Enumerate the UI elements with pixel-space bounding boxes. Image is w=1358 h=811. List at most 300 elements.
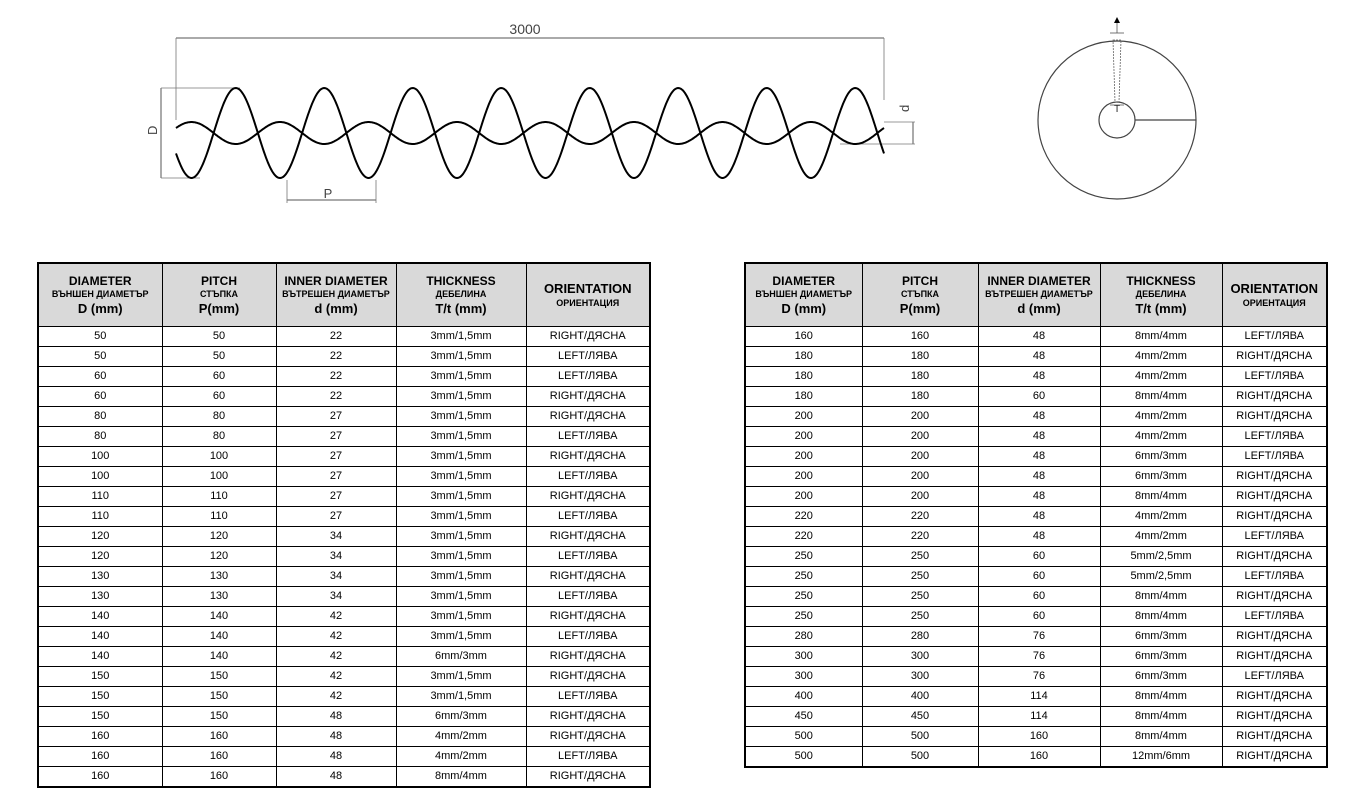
inner-diameter-cell: 34 [276, 527, 396, 547]
inner-diameter-cell: 48 [978, 367, 1100, 387]
end-view-arrow-head [1114, 17, 1120, 23]
pitch-cell: 160 [162, 727, 276, 747]
pitch-cell: 100 [162, 467, 276, 487]
orientation-cell: LEFT/ЛЯВА [526, 427, 650, 447]
pitch-cell: 100 [162, 447, 276, 467]
header-pitch-en: PITCH [201, 273, 237, 288]
orientation-cell: LEFT/ЛЯВА [1222, 447, 1327, 467]
diameter-cell: 100 [38, 447, 162, 467]
orientation-cell: RIGHT/ДЯСНА [526, 707, 650, 727]
diameter-cell: 300 [745, 647, 862, 667]
orientation-cell: RIGHT/ДЯСНА [526, 387, 650, 407]
table-row [745, 387, 1327, 407]
pitch-cell: 110 [162, 487, 276, 507]
thickness-cell: 4mm/2mm [1100, 347, 1222, 367]
pitch-cell: 130 [162, 587, 276, 607]
table-row [38, 747, 650, 767]
thickness-cell: 4mm/2mm [1100, 407, 1222, 427]
inner-diameter-cell: 42 [276, 667, 396, 687]
pitch-cell: 500 [862, 727, 978, 747]
helix-outer-curve [176, 88, 884, 178]
pitch-cell: 80 [162, 407, 276, 427]
inner-diameter-cell: 60 [978, 567, 1100, 587]
pitch-cell: 150 [162, 687, 276, 707]
thickness-cell: 3mm/1,5mm [396, 467, 526, 487]
table-row [38, 627, 650, 647]
inner-diameter-cell: 22 [276, 327, 396, 347]
diameter-cell: 250 [745, 547, 862, 567]
pitch-cell: 160 [862, 327, 978, 347]
table-row [745, 647, 1327, 667]
pitch-cell: 250 [862, 607, 978, 627]
diameter-cell: 200 [745, 447, 862, 467]
diameter-cell: 450 [745, 707, 862, 727]
thickness-cell: 4mm/2mm [1100, 507, 1222, 527]
diameter-cell: 250 [745, 587, 862, 607]
pitch-cell: 140 [162, 607, 276, 627]
diameter-cell: 200 [745, 427, 862, 447]
orientation-cell: RIGHT/ДЯСНА [526, 727, 650, 747]
inner-diameter-cell: 76 [978, 667, 1100, 687]
diameter-cell: 160 [745, 327, 862, 347]
table-row [38, 607, 650, 627]
table-left-body [38, 327, 650, 788]
inner-diameter-cell: 42 [276, 627, 396, 647]
inner-diameter-cell: 60 [978, 607, 1100, 627]
diameter-cell: 160 [38, 727, 162, 747]
diameter-cell: 160 [38, 747, 162, 767]
diameter-cell: 150 [38, 687, 162, 707]
orientation-cell: RIGHT/ДЯСНА [526, 647, 650, 667]
pitch-cell: 250 [862, 547, 978, 567]
thickness-cell: 3mm/1,5mm [396, 567, 526, 587]
length-label: 3000 [509, 21, 541, 37]
table-row [745, 447, 1327, 467]
pitch-cell: 130 [162, 567, 276, 587]
inner-diameter-cell: 48 [276, 767, 396, 788]
orientation-cell: RIGHT/ДЯСНА [526, 767, 650, 788]
table-row [38, 547, 650, 567]
inner-diameter-cell: 48 [978, 427, 1100, 447]
diameter-cell: 180 [745, 387, 862, 407]
table-row [745, 347, 1327, 367]
thickness-cell: 3mm/1,5mm [396, 587, 526, 607]
inner-diameter-cell: 60 [978, 587, 1100, 607]
inner-diameter-cell: 27 [276, 427, 396, 447]
table-right-body [745, 327, 1327, 768]
thickness-cell: 3mm/1,5mm [396, 327, 526, 347]
inner-diameter-cell: 22 [276, 347, 396, 367]
pitch-cell: 200 [862, 447, 978, 467]
table-row [745, 567, 1327, 587]
thickness-cell: 5mm/2,5mm [1100, 547, 1222, 567]
diameter-cell: 140 [38, 647, 162, 667]
table-row [38, 767, 650, 788]
header-orientation-en: ORIENTATION [1230, 280, 1319, 296]
pitch-cell: 200 [862, 407, 978, 427]
thickness-cell: 12mm/6mm [1100, 747, 1222, 768]
diameter-cell: 150 [38, 667, 162, 687]
thickness-cell: 6mm/3mm [396, 707, 526, 727]
diameter-cell: 100 [38, 467, 162, 487]
header-pitch-bg: СТЪПКА [199, 288, 239, 299]
inner-diameter-cell: 114 [978, 687, 1100, 707]
helix-inner-curve [176, 122, 884, 144]
pitch-cell: 140 [162, 627, 276, 647]
spec-table-left [37, 262, 651, 788]
pitch-cell: 50 [162, 347, 276, 367]
table-row [745, 707, 1327, 727]
inner-diameter-cell: 42 [276, 607, 396, 627]
header-orientation-bg: ОРИЕНТАЦИЯ [556, 297, 620, 308]
table-row [745, 587, 1327, 607]
orientation-cell: LEFT/ЛЯВА [526, 687, 650, 707]
header-diameter [38, 263, 162, 327]
orientation-cell: LEFT/ЛЯВА [1222, 367, 1327, 387]
thickness-cell: 3mm/1,5mm [396, 347, 526, 367]
pitch-cell: 140 [162, 647, 276, 667]
inner-diameter-cell: 34 [276, 587, 396, 607]
thickness-cell: 8mm/4mm [1100, 487, 1222, 507]
table-row [745, 507, 1327, 527]
orientation-cell: RIGHT/ДЯСНА [526, 327, 650, 347]
table-row [38, 347, 650, 367]
inner-diameter-cell: 48 [978, 347, 1100, 367]
header-thickness [396, 263, 526, 327]
orientation-cell: RIGHT/ДЯСНА [1222, 467, 1327, 487]
diameter-cell: 160 [38, 767, 162, 788]
pitch-cell: 120 [162, 527, 276, 547]
thickness-cell: 3mm/1,5mm [396, 407, 526, 427]
diameter-cell: 180 [745, 367, 862, 387]
end-view-blade-section [1113, 40, 1121, 102]
diameter-cell: 130 [38, 567, 162, 587]
header-diameter-bg: ВЪНШЕН ДИАМЕТЪР [51, 288, 149, 299]
pitch-cell: 150 [162, 707, 276, 727]
header-thickness-unit: T/t (mm) [435, 300, 487, 316]
inner-diameter-cell: 76 [978, 627, 1100, 647]
inner-diameter-cell: 114 [978, 707, 1100, 727]
inner-diameter-cell: 48 [978, 487, 1100, 507]
header-orientation-en: ORIENTATION [543, 280, 632, 296]
diameter-cell: 220 [745, 507, 862, 527]
orientation-cell: LEFT/ЛЯВА [526, 747, 650, 767]
table-row [38, 367, 650, 387]
pitch-cell: 150 [162, 667, 276, 687]
thickness-cell: 3mm/1,5mm [396, 607, 526, 627]
orientation-cell: RIGHT/ДЯСНА [1222, 747, 1327, 768]
inner-diameter-cell: 22 [276, 367, 396, 387]
inner-diameter-cell: 48 [978, 447, 1100, 467]
table-row [745, 487, 1327, 507]
orientation-cell: RIGHT/ДЯСНА [526, 407, 650, 427]
header-pitch-unit: P(mm) [198, 300, 240, 316]
orientation-cell: LEFT/ЛЯВА [526, 347, 650, 367]
orientation-cell: LEFT/ЛЯВА [1222, 327, 1327, 347]
diameter-cell: 50 [38, 327, 162, 347]
inner-diameter-cell: 22 [276, 387, 396, 407]
diameter-cell: 300 [745, 667, 862, 687]
header-inner-diameter [276, 263, 396, 327]
thickness-cell: 4mm/2mm [1100, 427, 1222, 447]
table-row [38, 567, 650, 587]
orientation-cell: LEFT/ЛЯВА [1222, 607, 1327, 627]
diameter-cell: 500 [745, 727, 862, 747]
pitch-cell: 60 [162, 387, 276, 407]
header-diameter-en: DIAMETER [68, 273, 132, 288]
inner-diameter-cell: 27 [276, 507, 396, 527]
inner-diameter-cell: 48 [978, 507, 1100, 527]
header-inner-diameter-bg: ВЪТРЕШЕН ДИАМЕТЪР [985, 288, 1093, 299]
orientation-cell: LEFT/ЛЯВА [1222, 427, 1327, 447]
inner-diameter-cell: 48 [978, 327, 1100, 347]
diameter-cell: 120 [38, 527, 162, 547]
table-row [38, 407, 650, 427]
orientation-cell: RIGHT/ДЯСНА [526, 487, 650, 507]
header-diameter-unit: D (mm) [77, 300, 123, 316]
table-row [38, 447, 650, 467]
thickness-cell: 3mm/1,5mm [396, 667, 526, 687]
thickness-cell: 6mm/3mm [1100, 647, 1222, 667]
pitch-cell: 180 [862, 367, 978, 387]
inner-diameter-cell: 48 [276, 707, 396, 727]
diameter-cell: 280 [745, 627, 862, 647]
header-inner-diameter-bg: ВЪТРЕШЕН ДИАМЕТЪР [282, 288, 390, 299]
inner-diameter-cell: 27 [276, 407, 396, 427]
pitch-cell: 50 [162, 327, 276, 347]
pitch-cell: 180 [862, 347, 978, 367]
diameter-cell: 110 [38, 487, 162, 507]
diameter-cell: 140 [38, 607, 162, 627]
thickness-cell: 5mm/2,5mm [1100, 567, 1222, 587]
thickness-cell: 6mm/3mm [1100, 447, 1222, 467]
header-inner-diameter-en: INNER DIAMETER [284, 273, 388, 288]
header-pitch-unit: P(mm) [899, 300, 941, 316]
header-inner-diameter [978, 263, 1100, 327]
header-thickness-en: THICKNESS [1126, 273, 1196, 288]
diameter-cell: 220 [745, 527, 862, 547]
thickness-cell: 8mm/4mm [1100, 327, 1222, 347]
pitch-cell: 250 [862, 587, 978, 607]
thickness-cell: 4mm/2mm [396, 747, 526, 767]
orientation-cell: LEFT/ЛЯВА [526, 627, 650, 647]
diameter-cell: 80 [38, 427, 162, 447]
thickness-cell: 4mm/2mm [1100, 527, 1222, 547]
pitch-cell: 200 [862, 427, 978, 447]
diameter-cell: 400 [745, 687, 862, 707]
header-inner-diameter-unit: d (mm) [314, 300, 358, 316]
diameter-cell: 60 [38, 387, 162, 407]
diameter-cell: 250 [745, 607, 862, 627]
pitch-cell: 60 [162, 367, 276, 387]
thickness-cell: 8mm/4mm [1100, 607, 1222, 627]
thickness-cell: 4mm/2mm [1100, 367, 1222, 387]
table-row [38, 647, 650, 667]
diameter-cell: 200 [745, 467, 862, 487]
table-row [38, 507, 650, 527]
header-pitch-bg: СТЪПКА [900, 288, 940, 299]
inner-diameter-cell: 48 [978, 467, 1100, 487]
auger-drawing [0, 0, 1358, 240]
diameter-cell: 110 [38, 507, 162, 527]
inner-diameter-cell: 48 [978, 407, 1100, 427]
thickness-cell: 8mm/4mm [1100, 707, 1222, 727]
thickness-cell: 8mm/4mm [1100, 687, 1222, 707]
pitch-cell: 180 [862, 387, 978, 407]
inner-diameter-cell: 27 [276, 487, 396, 507]
inner-diameter-cell: 160 [978, 747, 1100, 768]
orientation-cell: RIGHT/ДЯСНА [1222, 347, 1327, 367]
orientation-cell: RIGHT/ДЯСНА [1222, 487, 1327, 507]
diameter-cell: 130 [38, 587, 162, 607]
table-row [745, 727, 1327, 747]
orientation-cell: RIGHT/ДЯСНА [1222, 507, 1327, 527]
diameter-cell: 180 [745, 347, 862, 367]
orientation-cell: RIGHT/ДЯСНА [1222, 707, 1327, 727]
orientation-cell: LEFT/ЛЯВА [526, 587, 650, 607]
header-orientation [526, 263, 650, 327]
header-diameter-bg: ВЪНШЕН ДИАМЕТЪР [755, 288, 853, 299]
thickness-cell: 3mm/1,5mm [396, 427, 526, 447]
header-diameter [745, 263, 862, 327]
diameter-cell: 140 [38, 627, 162, 647]
orientation-cell: RIGHT/ДЯСНА [526, 447, 650, 467]
header-pitch-en: PITCH [902, 273, 938, 288]
diameter-cell: 200 [745, 487, 862, 507]
orientation-cell: LEFT/ЛЯВА [526, 467, 650, 487]
orientation-cell: RIGHT/ДЯСНА [1222, 647, 1327, 667]
table-row [38, 687, 650, 707]
inner-diameter-cell: 48 [978, 527, 1100, 547]
orientation-cell: LEFT/ЛЯВА [1222, 567, 1327, 587]
table-row [38, 727, 650, 747]
pitch-cell: 450 [862, 707, 978, 727]
pitch-cell: 300 [862, 667, 978, 687]
table-row [38, 707, 650, 727]
diameter-cell: 120 [38, 547, 162, 567]
thickness-cell: 3mm/1,5mm [396, 687, 526, 707]
pitch-cell: 220 [862, 527, 978, 547]
pitch-cell: 400 [862, 687, 978, 707]
table-row [745, 367, 1327, 387]
table-row [745, 607, 1327, 627]
header-diameter-en: DIAMETER [772, 273, 836, 288]
inner-diameter-cell: 27 [276, 447, 396, 467]
diameter-cell: 150 [38, 707, 162, 727]
inner-diameter-cell: 48 [276, 747, 396, 767]
header-thickness [1100, 263, 1222, 327]
diameter-cell: 80 [38, 407, 162, 427]
inner-diameter-cell: 60 [978, 547, 1100, 567]
thickness-cell: 8mm/4mm [1100, 727, 1222, 747]
table-row [38, 667, 650, 687]
header-orientation [1222, 263, 1327, 327]
table-row [745, 527, 1327, 547]
orientation-cell: LEFT/ЛЯВА [1222, 667, 1327, 687]
table-row [38, 387, 650, 407]
thickness-cell: 3mm/1,5mm [396, 507, 526, 527]
pitch-cell: 220 [862, 507, 978, 527]
orientation-cell: RIGHT/ДЯСНА [1222, 407, 1327, 427]
table-row [745, 687, 1327, 707]
thickness-cell: 3mm/1,5mm [396, 487, 526, 507]
thickness-cell: 8mm/4mm [396, 767, 526, 788]
diameter-cell: 50 [38, 347, 162, 367]
pitch-cell: 120 [162, 547, 276, 567]
pitch-cell: 160 [162, 767, 276, 788]
table-row [745, 747, 1327, 768]
orientation-cell: RIGHT/ДЯСНА [526, 667, 650, 687]
pitch-cell: 200 [862, 467, 978, 487]
pitch-cell: 80 [162, 427, 276, 447]
header-thickness-unit: T/t (mm) [1135, 300, 1187, 316]
thickness-cell: 8mm/4mm [1100, 587, 1222, 607]
thickness-cell: 3mm/1,5mm [396, 547, 526, 567]
inner-diameter-cell: 42 [276, 687, 396, 707]
orientation-cell: RIGHT/ДЯСНА [1222, 387, 1327, 407]
orientation-cell: LEFT/ЛЯВА [1222, 527, 1327, 547]
pitch-cell: 300 [862, 647, 978, 667]
orientation-cell: RIGHT/ДЯСНА [1222, 627, 1327, 647]
thickness-cell: 3mm/1,5mm [396, 527, 526, 547]
header-thickness-bg: ДЕБЕЛИНА [1135, 288, 1187, 299]
pitch-cell: 250 [862, 567, 978, 587]
table-row [38, 327, 650, 347]
orientation-cell: RIGHT/ДЯСНА [1222, 587, 1327, 607]
diameter-cell: 250 [745, 567, 862, 587]
table-row [38, 487, 650, 507]
table-row [38, 587, 650, 607]
thickness-cell: 3mm/1,5mm [396, 627, 526, 647]
table-row [745, 667, 1327, 687]
header-thickness-en: THICKNESS [426, 273, 496, 288]
inner-diameter-cell: 48 [276, 727, 396, 747]
inner-diameter-cell: 34 [276, 567, 396, 587]
header-diameter-unit: D (mm) [781, 300, 827, 316]
orientation-cell: RIGHT/ДЯСНА [526, 527, 650, 547]
pitch-cell: 280 [862, 627, 978, 647]
thickness-cell: 4mm/2mm [396, 727, 526, 747]
header-inner-diameter-unit: d (mm) [1017, 300, 1061, 316]
inner-diameter-cell: 42 [276, 647, 396, 667]
table-row [38, 467, 650, 487]
thickness-cell: 3mm/1,5mm [396, 447, 526, 467]
table-row [745, 327, 1327, 347]
pitch-cell: 500 [862, 747, 978, 768]
pitch-cell: 160 [162, 747, 276, 767]
thickness-cell: 3mm/1,5mm [396, 387, 526, 407]
orientation-cell: LEFT/ЛЯВА [526, 547, 650, 567]
thickness-cell: 8mm/4mm [1100, 387, 1222, 407]
diameter-cell: 60 [38, 367, 162, 387]
thickness-cell: 6mm/3mm [1100, 627, 1222, 647]
thickness-cell: 6mm/3mm [396, 647, 526, 667]
inner-diameter-cell: 34 [276, 547, 396, 567]
table-row [745, 467, 1327, 487]
orientation-cell: LEFT/ЛЯВА [526, 507, 650, 527]
thickness-cell: 3mm/1,5mm [396, 367, 526, 387]
outer-diameter-label: D [145, 125, 160, 135]
thickness-cell: 6mm/3mm [1100, 467, 1222, 487]
orientation-cell: RIGHT/ДЯСНА [526, 567, 650, 587]
header-thickness-bg: ДЕБЕЛИНА [435, 288, 487, 299]
spec-table-right [744, 262, 1328, 768]
header-pitch [162, 263, 276, 327]
diameter-cell: 500 [745, 747, 862, 768]
pitch-cell: 110 [162, 507, 276, 527]
header-inner-diameter-en: INNER DIAMETER [987, 273, 1091, 288]
inner-diameter-cell: 76 [978, 647, 1100, 667]
